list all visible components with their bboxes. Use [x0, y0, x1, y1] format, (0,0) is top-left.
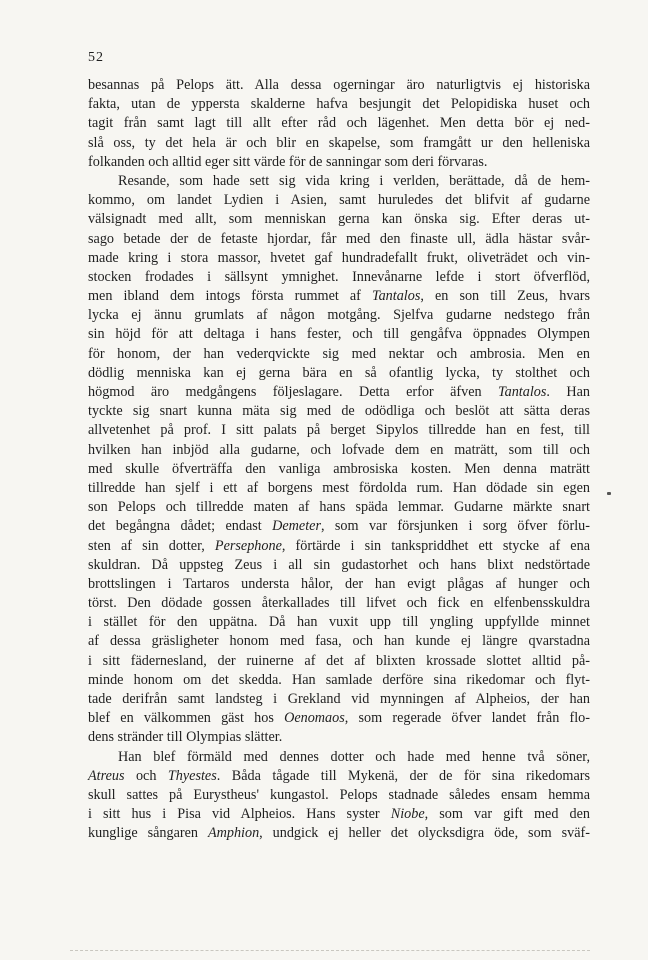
text-line: folkanden och alltid eger sitt värde för de sanningar som deri förvaras.: [88, 153, 488, 170]
text-line: högmod äro medgångens följeslagare. Detta erfor äfven Tantalos. Han: [88, 384, 590, 400]
text-line: hvilken han inbjöd alla gudarne, och lofvade dem en maträtt, som till och: [88, 441, 590, 458]
text-line: Resande, som hade sett sig vida kring i verlden, berättade, då de hem-: [118, 172, 590, 189]
text-line: törst. Den dödade gossen återkallades till lifvet och fick en elfenbensskuldra: [88, 595, 590, 612]
text-line: sten af sin dotter, Persephone, förtärde i sin tankspriddhet ett stycke af ena: [88, 537, 590, 554]
text-line: välsignadt med allt, som menniskan gerna kan önska sig. Efter deras ut-: [88, 211, 590, 228]
text-line: med skulle öfverträffa den vanliga ambrosiska kosten. Men denna maträtt: [88, 460, 590, 477]
text-line: made kring i stora massor, hvetet gaf hundradefallt frukt, oliveträdet och vin-: [88, 249, 590, 266]
text-line: slå oss, ty det hela är och blir en skapelse, som framgått ur den helleniska: [88, 134, 590, 151]
text-line: i sitt hus i Pisa vid Alpheios. Hans syster Niobe, som var gift med den: [88, 806, 590, 823]
text-line: dödlig menniska kan ej gerna bära en så ofantlig lycka, ty stolthet och: [88, 364, 590, 381]
text-line: blef en välkommen gäst hos Oenomaos, som regerade öfver landet från flo-: [88, 710, 590, 727]
text-line: i sitt fädernesland, der ruinerne af det af blixten krossade slottet alltid på-: [88, 652, 590, 669]
text-line: Han blef förmäld med dennes dotter och hade med henne två söner,: [118, 748, 590, 765]
text-line: för honom, der han vederqvickte sig med nektar och ambrosia. Men en: [88, 345, 590, 362]
text-line: men ibland dem intogs första rummet af Tantalos, en son till Zeus, hvars: [88, 288, 590, 305]
text-line: tagit från samt lagt till allt efter råd och lägenhet. Men detta bör ej ned-: [88, 115, 590, 132]
text-line: kommo, om landet Lydien i Asien, samt huruledes det blifvit af gudarne: [88, 192, 590, 209]
text-line: dens stränder till Olympias slätter.: [88, 729, 283, 746]
text-line: lycka ej ännu grumlats af någon motgång. Sjelfva gudarne nedstego från: [88, 307, 590, 324]
text-line: sago betade der de fetaste hjordar, får med den finaste ull, ädla hästar svår-: [88, 230, 590, 247]
text-line: sin höjd för att deltaga i hans fester, och till gengåfva öppnades Olympen: [88, 326, 590, 343]
text-line: son Pelops och tillredde maten af hans späda lemmar. Gudarne märkte snart: [88, 499, 590, 516]
text-line: tyckte sig snart kunna mäta sig med de odödliga och beslöt att sätta deras: [88, 403, 590, 420]
margin-mark: [607, 492, 611, 495]
page-number: 52: [88, 50, 104, 65]
text-line: kunglige sångaren Amphion, undgick ej heller det olycksdigra öde, som sväf-: [88, 825, 590, 842]
text-line: skull sattes på Eurystheus' kungastol. Pelops stadnade således ensam hemma: [88, 786, 590, 803]
text-line: allvetenhet på prof. I sitt palats på berget Sipylos tillredde han en fest, till: [88, 422, 590, 439]
text-line: fakta, utan de yppersta skalderne hafva besjungit det Pelopidiska huset och: [88, 96, 590, 113]
text-line: minde honom om det skedda. Han samlade derföre sina rikedomar och flyt-: [88, 671, 590, 688]
body-text: [88, 76, 590, 844]
text-line: tade derifrån samt landsteg i Grekland vid mynningen af Alpheios, der han: [88, 691, 590, 707]
text-line: brottslingen i Tartaros understa hålor, der han evigt plågas af hunger och: [88, 575, 590, 592]
text-line: stocken frodades i sällsynt ymnighet. Innevånarne lefde i stort öfverflöd,: [88, 268, 590, 285]
text-line: af dessa gräsligheter honom med fasa, och han kunde ej längre qvarstadna: [88, 633, 590, 650]
text-line: i stället för den uppätna. Då han vuxit upp till yngling uppfyllde minnet: [88, 614, 590, 631]
text-line: det begångna dådet; endast Demeter, som var försjunken i sorg öfver förlu-: [88, 518, 590, 535]
text-line: Atreus och Thyestes. Båda tågade till Mykenä, der de för sina rikedomars: [88, 767, 590, 784]
text-line: besannas på Pelops ätt. Alla dessa ogerningar äro naturligtvis ej historiska: [88, 77, 590, 93]
text-line: tillredde han sjelf i ett af borgens mest fördolda rum. Han dödade sin egen: [88, 479, 590, 496]
page-edge-rule: [70, 950, 590, 951]
text-line: skuldran. Då uppsteg Zeus i all sin gudastorhet och hans blixt nedstörtade: [88, 556, 590, 573]
